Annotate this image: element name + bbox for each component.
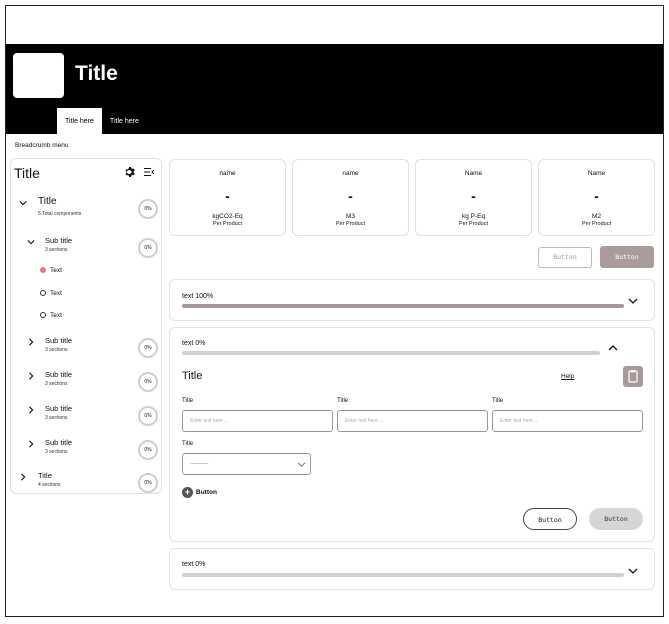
progress-bar (182, 304, 624, 308)
list-item[interactable] (40, 290, 62, 297)
plus-icon: + (182, 487, 193, 498)
progress-fill (182, 304, 624, 308)
form-title: Title (182, 370, 203, 382)
app-frame (5, 5, 664, 617)
primary-button[interactable]: Button (600, 246, 654, 268)
subsection-title: Sub title (45, 236, 73, 245)
metric-card (538, 159, 655, 236)
metric-card (415, 159, 532, 236)
progress-ring: 0% (138, 199, 158, 219)
secondary-button[interactable]: Button (523, 508, 577, 530)
chevron-right-icon[interactable] (27, 338, 35, 346)
accordion-panel[interactable] (169, 279, 655, 321)
chevron-down-icon[interactable] (27, 238, 35, 246)
section-meta: 4 sections (38, 482, 61, 488)
progress-ring: 0% (138, 473, 158, 493)
subsection-meta: 3 sections (45, 449, 68, 455)
metric-name: name (342, 170, 359, 177)
chevron-up-icon[interactable] (608, 344, 618, 352)
metric-per: Per Product (335, 221, 366, 227)
item-label: Text (50, 290, 62, 297)
progress-bar (182, 351, 600, 355)
chevron-down-icon (297, 461, 306, 468)
text-field[interactable]: Enter text here ... (182, 410, 333, 432)
metric-value: - (225, 188, 230, 204)
tab-title-here-2[interactable]: Title here (109, 118, 139, 125)
metric-value: - (471, 188, 476, 204)
gear-icon[interactable] (124, 166, 136, 178)
metric-per: Per Product (212, 221, 243, 227)
sidebar-title: Title (14, 165, 40, 181)
outline-button[interactable]: Button (538, 247, 592, 268)
metric-card (169, 159, 286, 236)
list-item[interactable] (40, 312, 62, 319)
breadcrumb[interactable]: Breadcrumb menu (15, 142, 69, 149)
metric-unit: kgCO2-Eq (212, 213, 243, 220)
subsection-meta: 3 sections (45, 247, 68, 253)
progress-ring: 0% (138, 338, 158, 358)
add-button[interactable] (182, 487, 217, 498)
metric-unit: M2 (591, 213, 602, 220)
metric-name: Name (587, 170, 606, 177)
metric-per: Per Product (581, 221, 612, 227)
progress-ring: 0% (138, 406, 158, 426)
error-status-icon (40, 267, 46, 273)
text-field[interactable]: Enter text here ... (337, 410, 488, 432)
tab-title-here-1[interactable]: Title here (57, 108, 102, 134)
add-button-label: Button (196, 489, 217, 497)
submit-button[interactable]: Button (589, 508, 643, 530)
item-label: Text (50, 312, 62, 319)
metric-value: - (348, 188, 353, 204)
progress-ring: 0% (138, 440, 158, 460)
list-item[interactable] (40, 267, 62, 274)
subsection-title: Sub title (45, 404, 73, 413)
select-label: Title (182, 441, 194, 447)
metric-name: Name (464, 170, 483, 177)
subsection-meta: 3 sections (45, 347, 68, 353)
chevron-right-icon[interactable] (27, 406, 35, 414)
chevron-right-icon[interactable] (27, 440, 35, 448)
section-title: Title (38, 196, 57, 207)
metric-value: - (594, 188, 599, 204)
select-value: -------------------------- (190, 461, 208, 467)
info-status-icon (40, 312, 46, 318)
app-header (6, 44, 663, 134)
subsection-meta: 3 sections (45, 415, 68, 421)
subsection-meta: 3 sections (45, 381, 68, 387)
clipboard-button[interactable] (623, 366, 643, 387)
subsection-title: Sub title (45, 370, 73, 379)
field-label: Title (492, 398, 504, 404)
metric-per: Per Product (458, 221, 489, 227)
info-status-icon (40, 290, 46, 296)
text-field[interactable]: Enter text here ... (492, 410, 643, 432)
item-label: Text (50, 267, 62, 274)
panel-label: text 0% (182, 340, 206, 347)
chevron-right-icon[interactable] (27, 372, 35, 380)
chevron-down-icon[interactable] (628, 297, 638, 305)
progress-ring: 0% (138, 238, 158, 258)
clipboard-icon (623, 366, 643, 387)
accordion-panel[interactable] (169, 548, 655, 590)
metric-unit: M3 (345, 213, 356, 220)
accordion-panel-expanded[interactable] (169, 327, 655, 542)
metric-card (292, 159, 409, 236)
section-title: Title (38, 471, 52, 480)
help-link[interactable]: Help (561, 373, 575, 380)
app-title: Title (75, 62, 118, 85)
progress-bar (182, 573, 624, 577)
subsection-title: Sub title (45, 438, 73, 447)
progress-ring: 0% (138, 372, 158, 392)
collapse-menu-icon[interactable] (143, 166, 155, 178)
chevron-right-icon[interactable] (19, 473, 27, 481)
sidebar (10, 158, 162, 494)
chevron-down-icon[interactable] (19, 199, 27, 207)
metric-name: name (219, 170, 236, 177)
field-label: Title (337, 398, 349, 404)
subsection-title: Sub title (45, 336, 73, 345)
metric-unit: kg P-Eq (461, 213, 486, 220)
field-label: Title (182, 398, 194, 404)
section-meta: 5 Total components (38, 211, 82, 217)
panel-label: text 100% (182, 293, 214, 300)
chevron-down-icon[interactable] (628, 567, 638, 575)
logo (13, 53, 64, 98)
dropdown-select[interactable] (182, 453, 311, 475)
header-tabs (57, 108, 147, 134)
panel-label: text 0% (182, 561, 206, 568)
